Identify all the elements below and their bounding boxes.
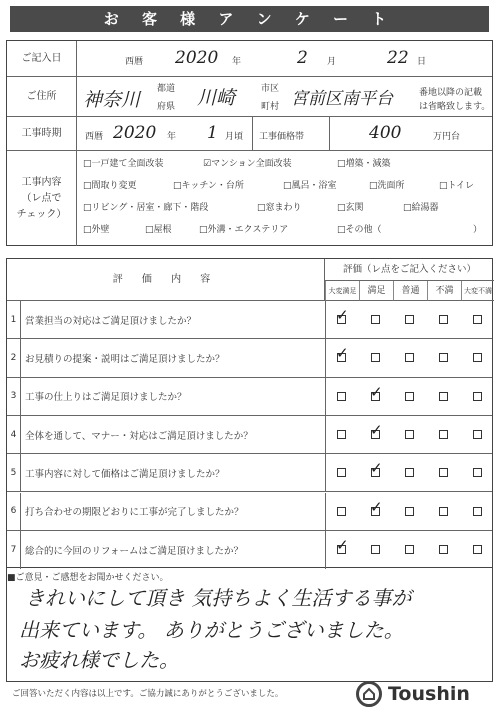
pref-suffix-top: 都道 bbox=[157, 84, 176, 94]
rating-checkbox-普通[interactable] bbox=[405, 545, 414, 554]
period-row bbox=[7, 117, 492, 151]
col-very-satisfied: 大変満足 bbox=[325, 281, 359, 301]
checkmark-icon: ✓ bbox=[336, 535, 349, 554]
price-value[interactable]: 400 bbox=[369, 123, 402, 143]
date-era: 西暦 bbox=[125, 57, 144, 67]
work-type-row bbox=[7, 151, 492, 246]
brand-logo bbox=[356, 680, 496, 708]
survey-question-row bbox=[7, 493, 492, 531]
rating-checkbox-大変不満[interactable] bbox=[473, 545, 482, 554]
survey-table bbox=[6, 258, 493, 568]
work-checkbox-exterior-wall[interactable]: □外壁 bbox=[83, 225, 110, 235]
period-year[interactable]: 2020 bbox=[113, 123, 157, 143]
checkmark-icon: ✓ bbox=[370, 421, 383, 440]
survey-question-row bbox=[7, 416, 492, 454]
comments-label: ■ご意見・ご感想をお聞かせください。 bbox=[7, 573, 169, 583]
survey-question-row bbox=[7, 531, 492, 569]
work-other-close: ） bbox=[473, 225, 483, 235]
rating-checkbox-大変不満[interactable] bbox=[473, 392, 482, 401]
comment-line2[interactable]: 出来ています。 ありがとうございました。 bbox=[19, 618, 404, 642]
period-year-unit: 年 bbox=[167, 132, 177, 142]
rating-checkbox-普通[interactable] bbox=[405, 468, 414, 477]
rating-checkbox-満足[interactable] bbox=[371, 545, 380, 554]
rating-checkbox-大変不満[interactable] bbox=[473, 430, 482, 439]
work-label-line1: 工事内容 bbox=[21, 176, 62, 188]
date-label: ご記入日 bbox=[7, 41, 77, 76]
period-era: 西暦 bbox=[85, 132, 104, 142]
rating-checkbox-大変不満[interactable] bbox=[473, 315, 482, 324]
rating-checkbox-不満[interactable] bbox=[439, 507, 448, 516]
col-dissatisfied: 不満 bbox=[427, 281, 461, 301]
rating-checkbox-大変不満[interactable] bbox=[473, 353, 482, 362]
work-checkbox-extension[interactable]: □増築・減築 bbox=[337, 159, 391, 169]
comments-section bbox=[6, 568, 493, 682]
period-month[interactable]: 1 bbox=[207, 123, 218, 143]
question-number: 7 bbox=[7, 531, 21, 569]
survey-question-row bbox=[7, 454, 492, 492]
period-label: 工事時期 bbox=[7, 117, 77, 150]
work-checkbox-toilet[interactable]: □トイレ bbox=[439, 181, 475, 191]
city-suffix-bottom: 町村 bbox=[261, 102, 280, 112]
address-detail[interactable]: 宮前区南平台 bbox=[291, 89, 393, 109]
survey-question-row bbox=[7, 301, 492, 339]
pref-suffix-bottom: 府県 bbox=[157, 102, 176, 112]
customer-info-section bbox=[6, 40, 493, 246]
house-logo-icon bbox=[356, 681, 382, 707]
question-number: 1 bbox=[7, 301, 21, 338]
rating-checkbox-普通[interactable] bbox=[405, 507, 414, 516]
question-text: 営業担当の対応はご満足頂けましたか？ bbox=[25, 315, 197, 327]
question-text: 工事の仕上りはご満足頂けましたか？ bbox=[25, 392, 187, 404]
survey-header: 評 価 内 容 bbox=[7, 259, 325, 301]
survey-question-row bbox=[7, 378, 492, 416]
work-checkbox-bath[interactable]: □風呂・浴室 bbox=[283, 181, 337, 191]
work-type-label bbox=[7, 151, 77, 246]
address-note-line2: は省略致します。 bbox=[419, 102, 491, 112]
rating-header: 評価（レ点をご記入ください） bbox=[325, 259, 494, 281]
question-text: 打ち合わせの期限どおりに工事が完了しましたか？ bbox=[25, 507, 244, 519]
rating-checkbox-満足[interactable] bbox=[371, 315, 380, 324]
comment-line1[interactable]: きれいにして頂き 気持ちよく生活する事が bbox=[25, 586, 412, 610]
checkmark-icon: ✓ bbox=[370, 459, 383, 478]
comment-line3[interactable]: お疲れ様でした。 bbox=[19, 648, 179, 672]
question-text: 総合的に今回のリフォームはご満足頂けましたか？ bbox=[25, 545, 244, 557]
question-text: 工事内容に対して価格はご満足頂けましたか？ bbox=[25, 468, 225, 480]
price-unit: 万円台 bbox=[433, 132, 461, 142]
rating-checkbox-不満[interactable] bbox=[439, 430, 448, 439]
brand-name: Toushin bbox=[388, 683, 470, 705]
date-day-unit: 日 bbox=[417, 57, 427, 67]
work-checkbox-window[interactable]: □窓まわり bbox=[257, 203, 302, 213]
work-checkbox-exterior[interactable]: □外溝・エクステリア bbox=[199, 225, 289, 235]
price-label: 工事価格帯 bbox=[259, 132, 305, 142]
rating-checkbox-大変満足[interactable] bbox=[337, 430, 346, 439]
rating-checkbox-不満[interactable] bbox=[439, 468, 448, 477]
work-checkbox-kitchen[interactable]: □キッチン・台所 bbox=[173, 181, 244, 191]
work-checkbox-water-heater[interactable]: □給湯器 bbox=[403, 203, 439, 213]
rating-checkbox-大変満足[interactable] bbox=[337, 468, 346, 477]
survey-question-row bbox=[7, 339, 492, 377]
work-label-line3: チェック） bbox=[16, 208, 67, 220]
rating-checkbox-普通[interactable] bbox=[405, 315, 414, 324]
work-checkbox-house[interactable]: □一戸建て全面改装 bbox=[83, 159, 164, 169]
rating-checkbox-不満[interactable] bbox=[439, 545, 448, 554]
checkmark-icon: ✓ bbox=[336, 344, 349, 363]
rating-checkbox-大変満足[interactable] bbox=[337, 392, 346, 401]
date-year[interactable]: 2020 bbox=[175, 48, 219, 68]
work-checkbox-other[interactable]: □その他（ bbox=[337, 225, 382, 235]
city-suffix-top: 市区 bbox=[261, 84, 280, 94]
work-checkbox-living[interactable]: □リビング・居室・廊下・階段 bbox=[83, 203, 209, 213]
period-month-unit: 月頃 bbox=[225, 132, 244, 142]
address-note-line1: 番地以降の記載 bbox=[419, 88, 483, 98]
rating-checkbox-普通[interactable] bbox=[405, 353, 414, 362]
footer-text: ご回答いただく内容は以上です。ご協力誠にありがとうございました。 bbox=[12, 689, 284, 699]
date-month-unit: 月 bbox=[327, 57, 337, 67]
checkmark-icon: ✓ bbox=[370, 382, 383, 401]
date-day[interactable]: 22 bbox=[387, 48, 409, 68]
rating-checkbox-普通[interactable] bbox=[405, 430, 414, 439]
work-checkbox-washroom[interactable]: □洗面所 bbox=[369, 181, 405, 191]
checkmark-icon: ✓ bbox=[336, 306, 349, 325]
address-city[interactable]: 川崎 bbox=[197, 87, 236, 109]
question-text: お見積りの提案・説明はご満足頂けましたか？ bbox=[25, 353, 225, 365]
date-year-unit: 年 bbox=[232, 57, 242, 67]
question-number: 3 bbox=[7, 378, 21, 415]
rating-checkbox-不満[interactable] bbox=[439, 353, 448, 362]
work-checkbox-entrance[interactable]: □玄関 bbox=[337, 203, 364, 213]
rating-checkbox-満足[interactable] bbox=[371, 353, 380, 362]
rating-checkbox-普通[interactable] bbox=[405, 392, 414, 401]
rating-checkbox-大変不満[interactable] bbox=[473, 468, 482, 477]
date-month[interactable]: 2 bbox=[297, 48, 308, 68]
col-very-dissatisfied: 大変不満 bbox=[461, 281, 494, 301]
question-number: 4 bbox=[7, 416, 21, 453]
checkmark-icon: ✓ bbox=[370, 497, 383, 516]
question-number: 2 bbox=[7, 339, 21, 376]
rating-checkbox-大変満足[interactable] bbox=[337, 507, 346, 516]
address-prefecture[interactable]: 神奈川 bbox=[83, 89, 141, 111]
work-checkbox-mansion[interactable]: ☑マンション全面改装 bbox=[203, 159, 292, 169]
rating-checkbox-不満[interactable] bbox=[439, 392, 448, 401]
address-label: ご住所 bbox=[7, 77, 77, 116]
question-number: 5 bbox=[7, 454, 21, 491]
col-neutral: 普通 bbox=[393, 281, 427, 301]
rating-checkbox-不満[interactable] bbox=[439, 315, 448, 324]
work-checkbox-roof[interactable]: □屋根 bbox=[145, 225, 172, 235]
question-number: 6 bbox=[7, 493, 21, 530]
question-text: 全体を通して、マナー・対応はご満足頂けましたか？ bbox=[25, 430, 253, 442]
work-checkbox-layout[interactable]: □間取り変更 bbox=[83, 181, 137, 191]
col-satisfied: 満足 bbox=[359, 281, 393, 301]
survey-title: お 客 様 ア ン ケ ー ト bbox=[10, 6, 489, 32]
work-label-line2: （レ点で bbox=[21, 192, 62, 204]
date-row bbox=[7, 41, 492, 77]
address-row bbox=[7, 77, 492, 117]
rating-checkbox-大変不満[interactable] bbox=[473, 507, 482, 516]
